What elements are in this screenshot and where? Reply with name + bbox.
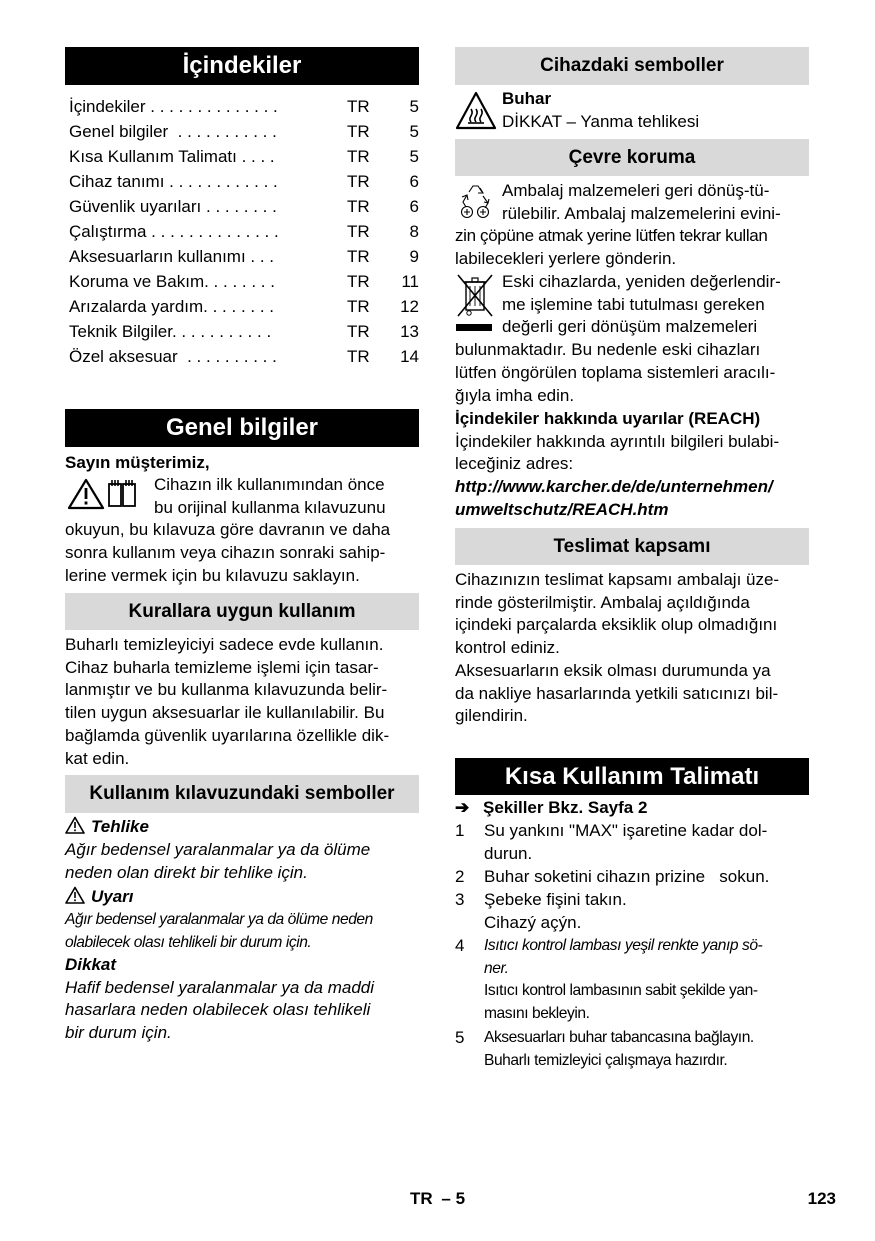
toc-entry-page: 5 [409, 122, 419, 141]
step-text: masını bekleyin. [484, 1005, 590, 1023]
old-devices-text [455, 271, 809, 407]
toc-entry-label: Kısa Kullanım Talimatı . . . . [69, 147, 275, 166]
warning-block [65, 886, 419, 954]
footer-dash: – [441, 1189, 451, 1208]
toc-entry[interactable] [69, 344, 419, 369]
intro-line: bu orijinal kullanma kılavuzunu [154, 497, 386, 517]
step-text: Aksesuarları buhar tabancasına bağlayın. [484, 1029, 754, 1046]
toc-entry-lang: TR [347, 197, 370, 216]
danger-text: Ağır bedensel yaralanmalar ya da ölüme [65, 840, 371, 859]
greeting: Sayın müşterimiz, [65, 453, 210, 472]
text-line: kontrol ediniz. [455, 638, 560, 658]
warning-triangle-icon [65, 816, 85, 834]
warning-label: Uyarı [91, 887, 134, 906]
text-line: lanmıştır ve bu kullanma kılavuzunda belir- [65, 680, 388, 700]
toc-entry-page: 13 [400, 322, 419, 341]
toc-entry[interactable] [69, 269, 419, 294]
warning-triangle-icon [65, 886, 85, 904]
toc-entry-label: İçindekiler . . . . . . . . . . . . . . [69, 97, 278, 116]
warning-text: Ağır bedensel yaralanmalar ya da ölüme neden [65, 911, 373, 928]
toc-entry-lang: TR [347, 247, 370, 266]
toc-entry-label: Koruma ve Bakım. . . . . . . . [69, 272, 275, 291]
toc-entry[interactable] [69, 169, 419, 194]
step-text: ner. [484, 959, 509, 977]
caution-text: Hafif bedensel yaralanmalar ya da maddi [65, 977, 375, 997]
caution-text: hasarlara neden olabilecek olası tehlikeli [65, 1000, 371, 1020]
step-text: Su yankını "MAX" işaretine kadar dol- [484, 821, 768, 840]
toc-entry-page: 9 [409, 247, 419, 266]
footer-page-total: 123 [807, 1189, 836, 1208]
toc-title: İçindekiler [65, 47, 419, 85]
text-line: Cihaz buharla temizleme işlemi için tasar- [65, 657, 379, 677]
caution-label: Dikkat [65, 955, 117, 974]
environment-title: Çevre koruma [455, 139, 809, 176]
toc-entry-label: Genel bilgiler . . . . . . . . . . . [69, 122, 277, 141]
toc-entry[interactable] [69, 219, 419, 244]
toc-entry-page: 8 [409, 222, 419, 241]
delivery-text [455, 569, 809, 728]
danger-text: neden olan direkt bir tehlike için. [65, 862, 308, 882]
text-line: tilen uygun aksesuarlar ile kullanılabilir. Bu [65, 703, 385, 723]
text-line: Cihazınızın teslimat kapsamı ambalajı üze- [455, 570, 780, 589]
toc-entry-label: Çalıştırma . . . . . . . . . . . . . . [69, 222, 279, 241]
intro-line: lerine vermek için bu kılavuzu saklayın. [65, 565, 360, 585]
reach-url-link[interactable]: umweltschutz/REACH.htm [455, 499, 669, 519]
figure-ref [455, 797, 809, 820]
toc-entry-lang: TR [347, 172, 370, 191]
toc-entry-lang: TR [347, 347, 370, 366]
intro-line: okuyun, bu kılavuza göre davranın ve daha [65, 520, 391, 540]
toc-entry[interactable] [69, 94, 419, 119]
text-line: Ambalaj malzemeleri geri dönüş-tü- [502, 181, 770, 200]
step-number: 1 [455, 821, 465, 840]
toc-entry-page: 6 [409, 172, 419, 191]
toc-entry-page: 5 [409, 147, 419, 166]
danger-block [65, 816, 419, 884]
step-text: Buhar soketini cihazın prizine sokun. [484, 867, 770, 886]
toc-entry-lang: TR [347, 322, 370, 341]
footer-page: 5 [455, 1189, 466, 1208]
text-line: ğıyla imha edin. [455, 385, 575, 405]
intro-line: Cihazın ilk kullanımından önce [154, 475, 385, 494]
caution-text: bir durum için. [65, 1023, 172, 1043]
packaging-text [455, 180, 809, 271]
general-intro [65, 474, 419, 588]
text-line: leceğiniz adres: [455, 454, 574, 474]
steam-text: DİKKAT – Yanma tehlikesi [502, 111, 700, 131]
toc-entry-label: Teknik Bilgiler. . . . . . . . . . . [69, 322, 272, 341]
toc-entry-page: 14 [400, 347, 419, 366]
text-line: zin çöpüne atmak yerine lütfen tekrar kullan [455, 226, 768, 246]
symbols-manual-title: Kullanım kılavuzundaki semboller [65, 775, 419, 813]
text-line: içindeki parçalarda eksiklik olup olmadığını [455, 615, 778, 635]
steam-symbol-text [502, 88, 809, 133]
proper-use-title: Kurallara uygun kullanım [65, 593, 419, 630]
step-number: 3 [455, 890, 465, 909]
toc-entry[interactable] [69, 119, 419, 144]
toc-entry-label: Güvenlik uyarıları . . . . . . . . [69, 197, 277, 216]
general-title: Genel bilgiler [65, 409, 419, 447]
footer-lang: TR [410, 1189, 433, 1208]
text-line: kat edin. [65, 748, 130, 768]
steam-label: Buhar [502, 89, 552, 108]
toc-entry[interactable] [69, 319, 419, 344]
text-line: İçindekiler hakkında ayrıntılı bilgileri bulabi- [455, 431, 780, 451]
toc-entry[interactable] [69, 144, 419, 169]
toc-entry-label: Özel aksesuar . . . . . . . . . . [69, 347, 277, 366]
toc-entry-page: 5 [409, 97, 419, 116]
text-line: rinde gösterilmiştir. Ambalaj açıldığında [455, 592, 750, 612]
text-line: bulunmaktadır. Bu nedenle eski cihazları [455, 340, 761, 360]
text-line: bağlamda güvenlik uyarılarına özellikle dik- [65, 725, 390, 745]
toc-entry-lang: TR [347, 147, 370, 166]
toc-entry-page: 6 [409, 197, 419, 216]
reach-block [455, 408, 809, 522]
quick-guide-title: Kısa Kullanım Talimatı [455, 758, 809, 795]
intro-line: sonra kullanım veya cihazın sonraki sahip- [65, 543, 386, 563]
text-line: rülebilir. Ambalaj malzemelerini evini- [502, 203, 781, 223]
footer-page-label [410, 1188, 465, 1210]
text-line: lütfen öngörülen toplama sistemleri aracılı- [455, 362, 776, 382]
figure-ref-text: Şekiller Bkz. Sayfa 2 [483, 798, 648, 817]
toc-entry-label: Arızalarda yardım. . . . . . . . [69, 297, 275, 316]
text-line: me işlemine tabi tutulması gereken [502, 294, 765, 314]
toc-entry-lang: TR [347, 122, 370, 141]
toc-entry-page: 12 [400, 297, 419, 316]
caution-block [65, 954, 419, 1045]
danger-label: Tehlike [91, 817, 149, 836]
text-line: Eski cihazlarda, yeniden değerlendir- [502, 272, 781, 291]
text-line: Buharlı temizleyiciyi sadece evde kullanın. [65, 635, 384, 654]
step-text: Isıtıcı kontrol lambası yeşil renkte yanıp sö- [484, 937, 763, 954]
toc-entry-label: Cihaz tanımı . . . . . . . . . . . . [69, 172, 278, 191]
toc-entry[interactable] [69, 294, 419, 319]
arrow-right-icon: ➔ [455, 798, 470, 817]
text-line: labilecekleri yerlere gönderin. [455, 249, 677, 269]
toc-entry[interactable] [69, 194, 419, 219]
toc-entry-label: Aksesuarların kullanımı . . . [69, 247, 275, 266]
warning-text: olabilecek olası tehlikeli bir durum için. [65, 933, 312, 951]
toc-entry-lang: TR [347, 272, 370, 291]
proper-use-text [65, 634, 419, 770]
text-line: da nakliye hasarlarında yetkili satıcınızı bil- [455, 683, 779, 703]
text-line: gilendirin. [455, 706, 528, 726]
step-number: 4 [455, 936, 465, 955]
toc-entry[interactable] [69, 244, 419, 269]
toc-entry-lang: TR [347, 222, 370, 241]
device-symbols-title: Cihazdaki semboller [455, 47, 809, 85]
reach-title: İçindekiler hakkında uyarılar (REACH) [455, 409, 761, 428]
step-text: durun. [484, 843, 533, 863]
step-text: Isıtıcı kontrol lambasının sabit şekilde yan- [484, 982, 758, 1000]
toc-entry-lang: TR [347, 297, 370, 316]
step-text: Cihazý açýn. [484, 912, 582, 932]
text-line: değerli geri dönüşüm malzemeleri [502, 317, 758, 337]
step-number: 5 [455, 1028, 465, 1047]
toc-entry-page: 11 [401, 272, 419, 291]
hot-steam-icon [455, 91, 497, 131]
step-text: Şebeke fişini takın. [484, 890, 627, 909]
reach-url-link[interactable]: http://www.karcher.de/de/unternehmen/ [455, 477, 773, 497]
step-text: Buharlı temizleyici çalışmaya hazırdır. [484, 1051, 728, 1069]
toc-entry-lang: TR [347, 97, 370, 116]
step-number: 2 [455, 867, 465, 886]
text-line: Aksesuarların eksik olması durumunda ya [455, 660, 771, 680]
delivery-title: Teslimat kapsamı [455, 528, 809, 565]
